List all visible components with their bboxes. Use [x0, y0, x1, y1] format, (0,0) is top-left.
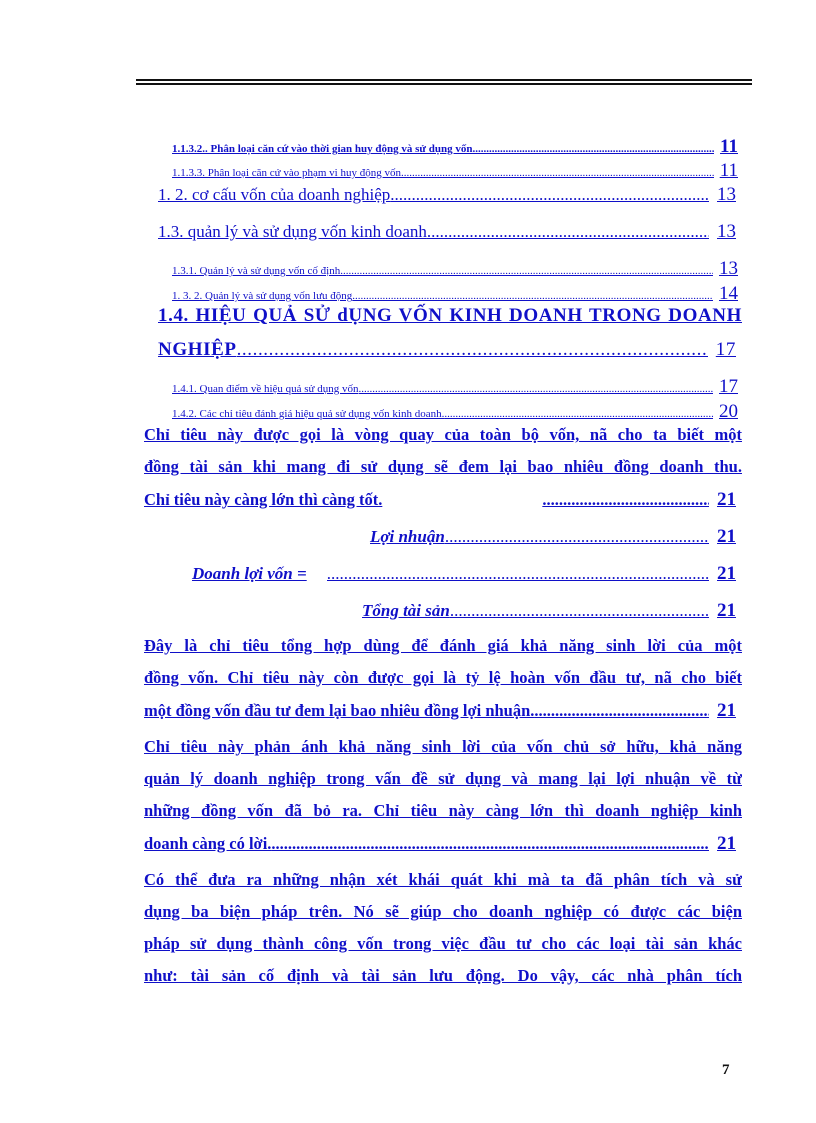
leader-dots — [359, 383, 713, 395]
toc-entry-1-4-1[interactable]: 1.4.1. Quan điểm về hiệu quả sử dụng vốn ..... 17 — [172, 376, 738, 398]
toc-formula-denominator[interactable]: Tổng tài sản ..... 21 — [144, 600, 736, 622]
leader-dots — [445, 527, 709, 547]
toc-para3-line4[interactable]: doanh càng có lời. ..... 21 — [144, 833, 736, 855]
leader-dots — [534, 701, 709, 721]
leader-dots — [472, 143, 714, 155]
leader-dots — [450, 601, 709, 621]
toc-formula-numerator[interactable]: Lợi nhuận ..... 21 — [144, 526, 736, 548]
toc-entry-1-3-1[interactable]: 1.3.1. Quản lý và sử dụng vốn cố định. ..... 13 — [172, 258, 738, 280]
page-number: 7 — [722, 1062, 730, 1078]
toc-para3-line1[interactable]: Chỉ tiêu này phản ánh khả năng sinh lời của vốn chủ sở hữu, khả năng — [144, 737, 742, 756]
toc-para4-line3[interactable]: pháp sử dụng thành công vốn trong việc đầu tư cho các loại tài sản khác — [144, 934, 742, 953]
leader-dots — [427, 222, 709, 242]
toc-entry-1-1-3-3[interactable]: 1.1.3.3. Phân loại căn cứ vào phạm vi huy động vốn ..... 11 — [172, 160, 738, 182]
toc-para4-line2[interactable]: dụng ba biện pháp trên. Nó sẽ giúp cho doanh nghiệp có được các biện — [144, 902, 742, 921]
toc-para1-line3[interactable]: Chỉ tiêu này càng lớn thì càng tốt. ..... 21 — [144, 489, 736, 511]
leader-dots — [390, 185, 709, 205]
leader-dots — [271, 834, 709, 854]
toc-entry-1-4-2[interactable]: 1.4.2. Các chỉ tiêu đánh giá hiệu quả sử dụng vốn kinh doanh. ..... 20 — [172, 401, 738, 423]
toc-entry-1-2[interactable]: 1. 2. cơ cấu vốn của doanh nghiệp ..... 13 — [158, 184, 736, 206]
toc-formula-label[interactable]: Doanh lợi vốn = ..... 21 — [144, 563, 736, 585]
toc-para4-line4[interactable]: như: tài sản cố định và tài sản lưu động. Do vậy, các nhà phân tích — [144, 966, 742, 985]
toc-para3-line3[interactable]: những đồng vốn đã bỏ ra. Chỉ tiêu này càng lớn thì doanh nghiệp kinh — [144, 801, 742, 820]
leader-dots — [327, 564, 709, 584]
leader-dots — [352, 290, 713, 302]
toc-para2-line3[interactable]: một đồng vốn đầu tư đem lại bao nhiêu đồng lợi nhuận. ..... 21 — [144, 700, 736, 722]
toc-para1-line2[interactable]: đồng tài sản khi mang đi sử dụng sẽ đem lại bao nhiêu đồng doanh thu. — [144, 457, 742, 476]
toc-para2-line1[interactable]: Đây là chỉ tiêu tổng hợp dùng để đánh giá khả năng sinh lời của một — [144, 636, 742, 655]
toc-para3-line2[interactable]: quản lý doanh nghiệp trong vấn đề sử dụng và mang lại lợi nhuận về từ — [144, 769, 742, 788]
toc-entry-1-4-line2[interactable]: NGHIỆP ..... 17 — [158, 339, 736, 361]
toc-para1-line1[interactable]: Chỉ tiêu này được gọi là vòng quay của toàn bộ vốn, nã cho ta biết một — [144, 425, 742, 444]
toc-para4-line1[interactable]: Có thể đưa ra những nhận xét khái quát khi mà ta đã phân tích và sử — [144, 870, 742, 889]
leader-dots — [343, 265, 713, 277]
toc-entry-1-1-3-2[interactable]: 1.1.3.2.. Phân loại căn cứ vào thời gian huy động và sử dụng vốn ..... 11 — [172, 136, 738, 158]
toc-entry-1-3-2[interactable]: 1. 3. 2. Quản lý và sử dụng vốn lưu động ..... 14 — [172, 283, 738, 305]
leader-dots — [444, 408, 713, 420]
leader-dots — [401, 167, 714, 179]
leader-dots — [542, 490, 709, 510]
toc-para2-line2[interactable]: đồng vốn. Chỉ tiêu này còn được gọi là tỷ lệ hoàn vốn đầu tư, nã cho biết — [144, 668, 742, 687]
toc-entry-1-4-line1[interactable]: 1.4. HIỆU QUẢ SỬ dỤNG VỐN KINH DOANH TRONG DOANH — [158, 305, 742, 326]
leader-dots — [237, 339, 708, 361]
toc-entry-1-3[interactable]: 1.3. quản lý và sử dụng vốn kinh doanh ..... 13 — [158, 221, 736, 243]
